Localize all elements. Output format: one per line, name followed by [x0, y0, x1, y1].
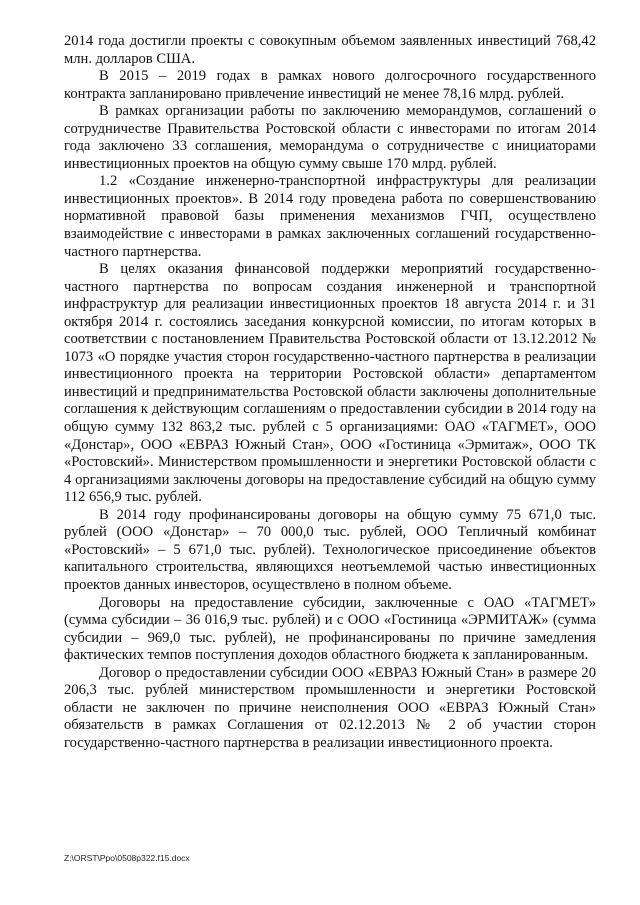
paragraph-financial-support: В целях оказания финансовой поддержки мероприятий государственно-частного партнерства по вопросам создания инженерной и транспортной инфраструктур для реализации инвестиционных проектов 18 августа 2014 г. и 31 октября 2014 г. состоялись заседания конкурсной комиссии, по итогам которых в соответствии с постановлением Правительства Ростовской области от 13.12.2012 № 1073 «О порядке участия сторон государственно-частного партнерства в реализации инвестиционного проекта на территории Ростовской области» департаментом инвестиций и предпринимательства Ростовской области заключены дополнительные соглашения к действующим соглашениям о предоставлении субсидии в 2014 году на общую сумму 132 863,2 тыс. рублей с 5 организациями: ОАО «ТАГМЕТ», ООО «Донстар», ООО «ЕВРАЗ Южный Стан», ООО «Гостиница «Эрмитаж», ООО ТК «Ростовский». Министерством промышленности и энергетики Ростовской области с 4 организациями заключены договоры на предоставление субсидий на общую сумму 112 656,9 тыс. рублей. — [64, 261, 596, 506]
footer-file-path: Z:\ORST\Ppo\0508p322.f15.docx — [64, 853, 190, 863]
paragraph-financed-contracts: В 2014 году профинансированы договоры на общую сумму 75 671,0 тыс. рублей (ООО «Донстар» – 70 000,0 тыс. рублей, ООО Тепличный комбинат «Ростовский» – 5 671,0 тыс. рублей). Технологическое присоединение объектов капитального строительства, являющихся неотъемлемой частью инвестиционных проектов данных инвесторов, осуществлено в полном объеме. — [64, 506, 596, 593]
paragraph-unfinanced-contracts: Договоры на предоставление субсидии, заключенные с ОАО «ТАГМЕТ» (сумма субсидии – 36 016,9 тыс. рублей) и с ООО «Гостиница «ЭРМИТАЖ» (сумма субсидии – 969,0 тыс. рублей), не профинансированы по причине замедления фактических темпов поступления доходов областного бюджета к запланированным. — [64, 594, 596, 664]
paragraph-contract-plan: В 2015 – 2019 годах в рамках нового долгосрочного государственного контракта запланировано привлечение инвестиций не менее 78,16 млрд. рублей. — [64, 68, 596, 102]
paragraph-infrastructure-section: 1.2 «Создание инженерно-транспортной инфраструктуры для реализации инвестиционных проектов». В 2014 году проведена работа по совершенствованию нормативной правовой базы применения механизмов ГЧП, осуществлено взаимодействие с инвесторами в рамках заключенных соглашений государственно-частного партнерства. — [64, 173, 596, 260]
paragraph-memorandums: В рамках организации работы по заключению меморандумов, соглашений о сотрудничестве Правительства Ростовской области с инвесторами по итогам 2014 года заключено 33 соглашения, меморандума о сотрудничестве с инициаторами инвестиционных проектов на общую сумму свыше 170 млрд. рублей. — [64, 103, 596, 172]
paragraph-continuation: 2014 года достигли проекты с совокупным объемом заявленных инвестиций 768,42 млн. долларов США. — [64, 33, 596, 67]
paragraph-evraz-contract: Договор о предоставлении субсидии ООО «ЕВРАЗ Южный Стан» в размере 20 206,3 тыс. рублей министерством промышленности и энергетики Ростовской области не заключен по причине неисполнения ООО «ЕВРАЗ Южный Стан» обязательств в рамках Соглашения от 02.12.2013 № 2 об участии сторон государственно-частного партнерства в реализации инвестиционного проекта. — [64, 664, 596, 751]
document-body — [64, 33, 596, 752]
